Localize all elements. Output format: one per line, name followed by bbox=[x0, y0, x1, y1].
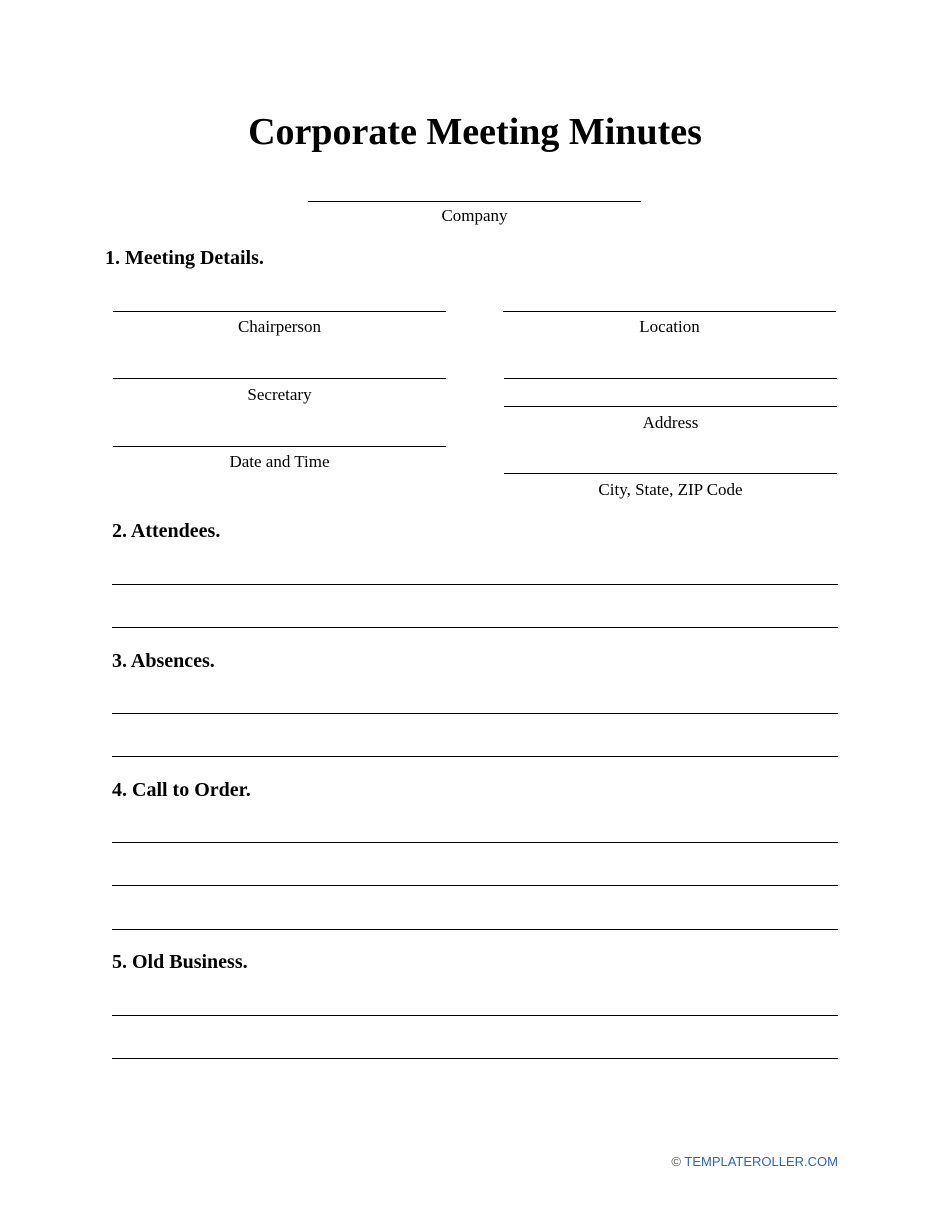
section-heading-old-business: 5. Old Business. bbox=[112, 951, 248, 973]
chairperson-label: Chairperson bbox=[237, 317, 322, 336]
date-time-label: Date and Time bbox=[229, 452, 330, 471]
attendees-line-2[interactable] bbox=[112, 627, 838, 628]
call-to-order-line-3[interactable] bbox=[112, 929, 838, 930]
location-field-line[interactable] bbox=[503, 311, 836, 312]
date-time-field-line[interactable] bbox=[113, 446, 446, 447]
section-heading-attendees: 2. Attendees. bbox=[112, 520, 221, 542]
location-label: Location bbox=[639, 317, 700, 336]
address-field-line-2[interactable] bbox=[504, 406, 837, 407]
call-to-order-line-1[interactable] bbox=[112, 842, 838, 843]
city-state-zip-label: City, State, ZIP Code bbox=[598, 480, 743, 499]
section-heading-meeting-details: 1. Meeting Details. bbox=[105, 247, 264, 269]
templateroller-link[interactable]: TEMPLATEROLLER.COM bbox=[684, 1154, 838, 1169]
company-label: Company bbox=[441, 206, 508, 225]
company-field-line[interactable] bbox=[308, 201, 641, 202]
copyright-symbol: © bbox=[671, 1154, 681, 1169]
footer-credit bbox=[671, 1154, 838, 1169]
old-business-line-1[interactable] bbox=[112, 1015, 838, 1016]
attendees-line-1[interactable] bbox=[112, 584, 838, 585]
secretary-field-line[interactable] bbox=[113, 378, 446, 379]
section-heading-absences: 3. Absences. bbox=[112, 650, 215, 672]
section-heading-call-to-order: 4. Call to Order. bbox=[112, 779, 251, 801]
address-label: Address bbox=[642, 413, 699, 432]
document-title: Corporate Meeting Minutes bbox=[248, 111, 702, 153]
chairperson-field-line[interactable] bbox=[113, 311, 446, 312]
absences-line-2[interactable] bbox=[112, 756, 838, 757]
secretary-label: Secretary bbox=[247, 385, 312, 404]
address-field-line-1[interactable] bbox=[504, 378, 837, 379]
call-to-order-line-2[interactable] bbox=[112, 885, 838, 886]
city-state-zip-field-line[interactable] bbox=[504, 473, 837, 474]
absences-line-1[interactable] bbox=[112, 713, 838, 714]
old-business-line-2[interactable] bbox=[112, 1058, 838, 1059]
